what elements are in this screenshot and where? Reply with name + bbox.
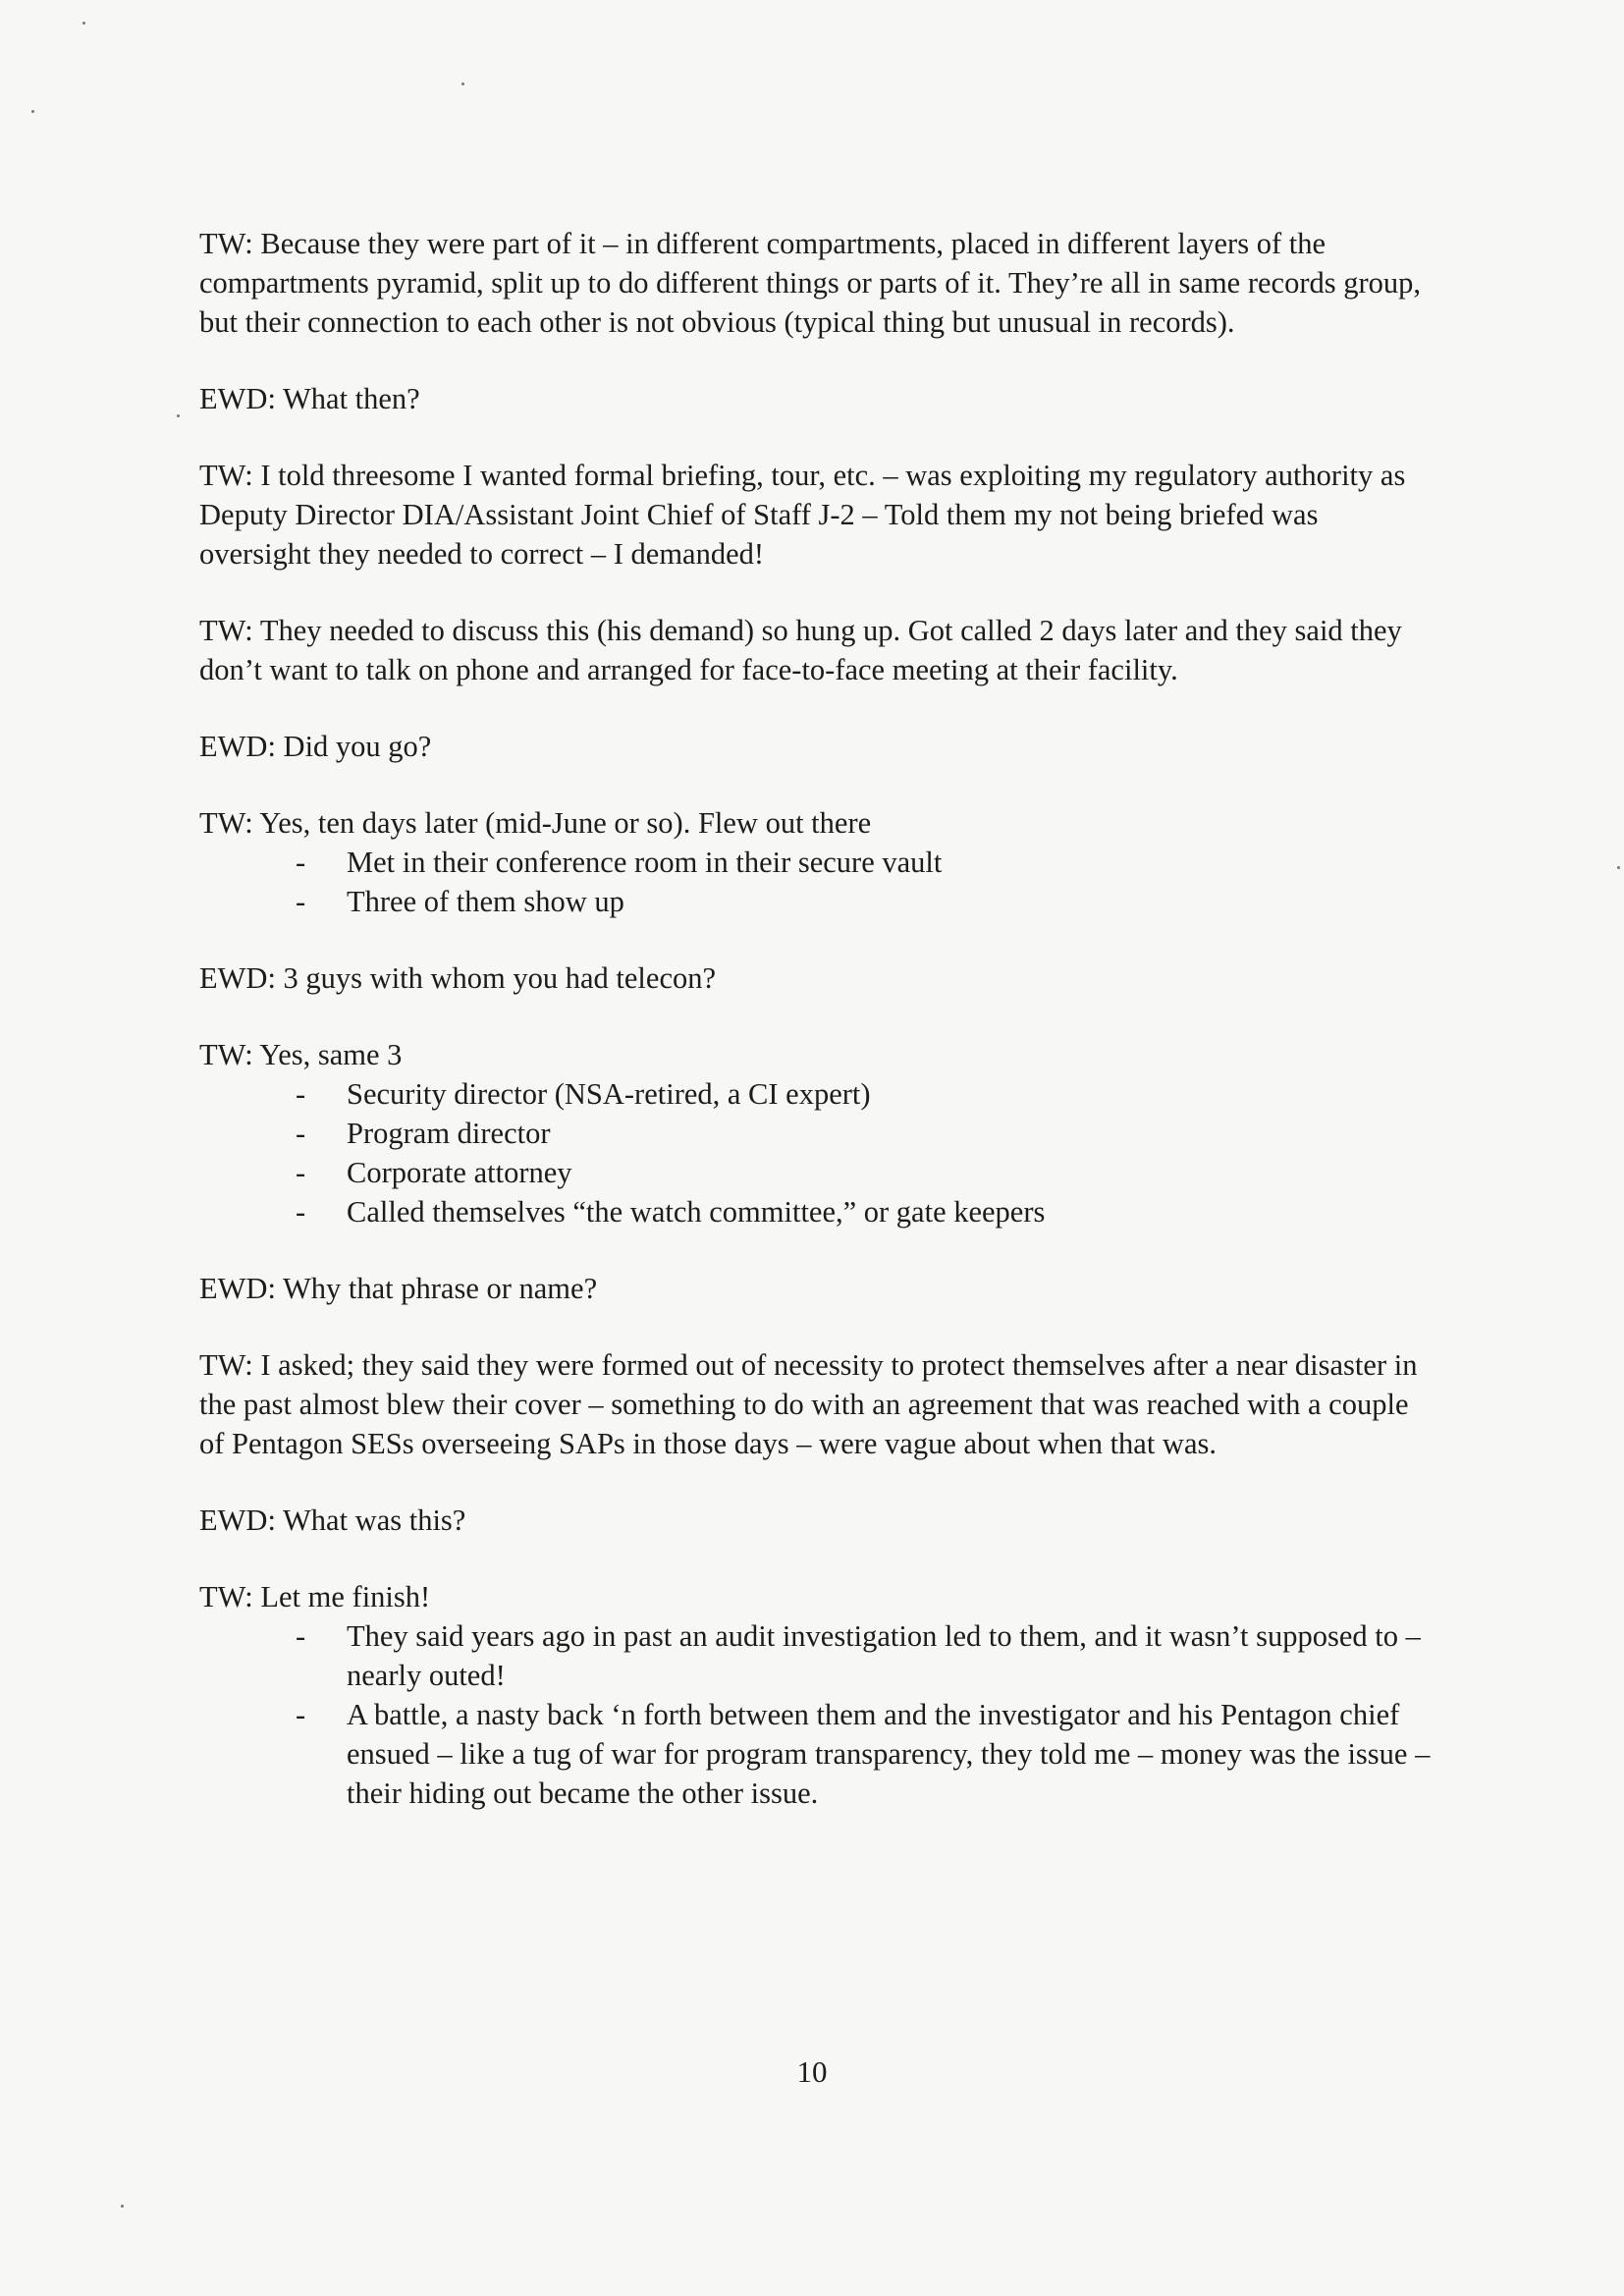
paragraph: EWD: Why that phrase or name?: [199, 1272, 598, 1305]
list-item: - They said years ago in past an audit investigation led to them, and it wasn’t supposed to – nearly outed!: [199, 1616, 1436, 1695]
scan-speck: [82, 22, 85, 25]
list-item: - Three of them show up: [199, 882, 1436, 921]
paragraph: TW: I asked; they said they were formed out of necessity to protect themselves after a near disaster in the past almost blew their cover – something to do with an agreement that was reached with a couple of Pentagon SESs overseeing SAPs in those days – were vague about when that was.: [199, 1348, 1418, 1460]
scan-speck: [1617, 866, 1620, 869]
list-item: - A battle, a nasty back ‘n forth between them and the investigator and his Pentagon chief ensued – like a tug of war for program transparency, they told me – money was the issue – their hiding out became the other issue.: [199, 1695, 1436, 1813]
page-number: 10: [796, 2054, 828, 2089]
bullet-list: [199, 1616, 1436, 1813]
scan-speck: [121, 2205, 124, 2208]
scan-speck: [461, 82, 464, 85]
bullet-list: [199, 1074, 1436, 1231]
list-item: - Program director: [199, 1114, 1436, 1153]
paragraph: EWD: What then?: [199, 382, 420, 415]
paragraph: EWD: 3 guys with whom you had telecon?: [199, 961, 717, 995]
list-item: - Corporate attorney: [199, 1153, 1436, 1192]
list-item: - Called themselves “the watch committee,” or gate keepers: [199, 1192, 1436, 1231]
paragraph: TW: I told threesome I wanted formal briefing, tour, etc. – was exploiting my regulatory authority as Deputy Director DIA/Assistant Joint Chief of Staff J-2 – Told them my not being briefed was oversight they needed to correct – I demanded!: [199, 459, 1406, 571]
list-item: - Security director (NSA-retired, a CI expert): [199, 1074, 1436, 1114]
body-text: [199, 224, 1436, 1850]
bullet-list: [199, 843, 1436, 921]
scan-speck: [31, 110, 34, 113]
paragraph: TW: Yes, ten days later (mid-June or so). Flew out there: [199, 806, 872, 840]
paragraph: EWD: Did you go?: [199, 730, 432, 763]
scan-speck: [177, 414, 180, 417]
paragraph: TW: Because they were part of it – in different compartments, placed in different layers of the compartments pyramid, split up to do different things or parts of it. They’re all in same records group, but their connection to each other is not obvious (typical thing but unusual in records).: [199, 227, 1422, 339]
list-item: - Met in their conference room in their secure vault: [199, 843, 1436, 882]
paragraph: TW: Let me finish!: [199, 1580, 431, 1613]
paragraph: TW: They needed to discuss this (his demand) so hung up. Got called 2 days later and they said they don’t want to talk on phone and arranged for face-to-face meeting at their facility.: [199, 614, 1402, 686]
paragraph: TW: Yes, same 3: [199, 1038, 403, 1071]
paragraph: EWD: What was this?: [199, 1503, 466, 1537]
